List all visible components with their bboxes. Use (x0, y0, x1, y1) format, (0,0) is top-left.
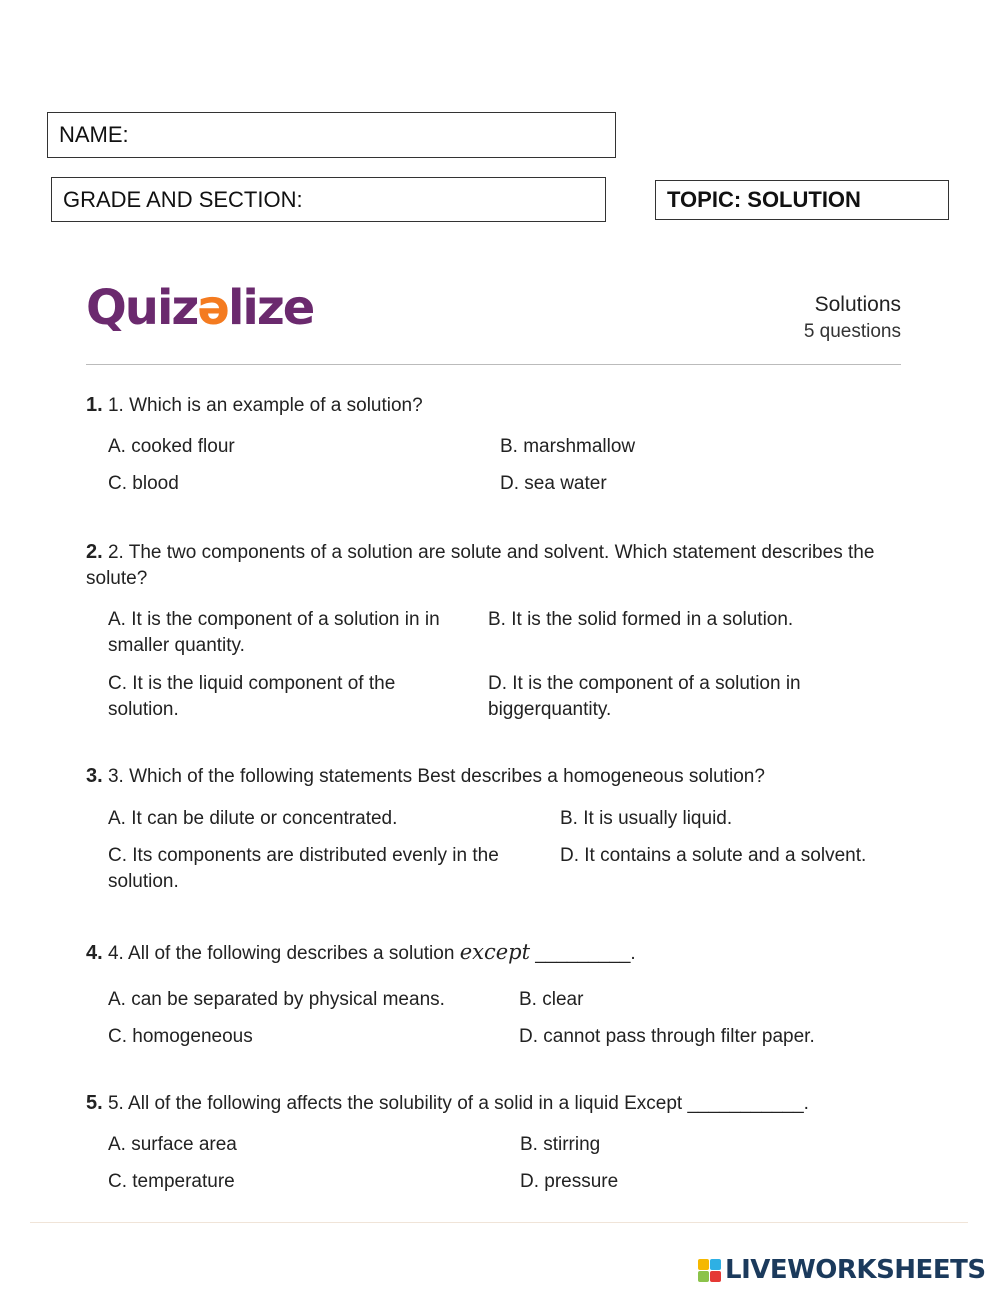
question-1: 1. 1. Which is an example of a solution? (86, 394, 423, 416)
option-2b[interactable]: B. It is the solid formed in a solution. (488, 609, 794, 630)
option-2d[interactable]: D. It is the component of a solution in biggerquantity. (488, 673, 801, 720)
option-2a[interactable]: A. It is the component of a solution in in smaller quantity. (108, 609, 440, 656)
grade-label: GRADE AND SECTION: (63, 186, 303, 212)
liveworksheets-brand: LIVEWORKSHEETS (725, 1255, 986, 1285)
option-5a[interactable]: A. surface area (108, 1134, 237, 1155)
option-5b[interactable]: B. stirring (520, 1134, 601, 1155)
header-divider (86, 364, 901, 365)
question-4: 4. 4. All of the following describes a solution except _________. (86, 940, 636, 964)
option-3c[interactable]: C. Its components are distributed evenly in the solution. (108, 845, 499, 892)
option-4b[interactable]: B. clear (519, 989, 584, 1010)
mark-square (698, 1271, 709, 1282)
option-1d[interactable]: D. sea water (500, 473, 607, 494)
mark-square (710, 1271, 721, 1282)
option-4c[interactable]: C. homogeneous (108, 1026, 253, 1047)
question-text: 2. The two components of a solution are solute and solvent. Which statement describes the solute? (86, 542, 875, 589)
mark-square (698, 1259, 709, 1270)
option-2c[interactable]: C. It is the liquid component of the solution. (108, 673, 396, 720)
question-5: 5. 5. All of the following affects the solubility of a solid in a liquid Except ___________. (86, 1092, 809, 1114)
question-3: 3. 3. Which of the following statements Best describes a homogeneous solution? (86, 765, 765, 787)
mark-square (710, 1259, 721, 1270)
option-1b[interactable]: B. marshmallow (500, 436, 636, 457)
grade-section-field[interactable] (51, 177, 606, 222)
option-1c[interactable]: C. blood (108, 473, 179, 494)
option-3d[interactable]: D. It contains a solute and a solvent. (560, 845, 867, 866)
name-label: NAME: (59, 122, 129, 147)
topic-box (655, 180, 949, 220)
quiz-question-count: 5 questions (803, 321, 901, 342)
footer-divider (30, 1222, 968, 1223)
quizalize-logo: Quizəlize (86, 280, 314, 336)
option-1a[interactable]: A. cooked flour (108, 436, 235, 457)
liveworksheets-logo (698, 1255, 986, 1285)
option-5d[interactable]: D. pressure (520, 1171, 619, 1192)
option-4d[interactable]: D. cannot pass through filter paper. (519, 1026, 815, 1047)
question-text: 1. Which is an example of a solution? (107, 395, 423, 416)
question-text: 4. All of the following describes a solution except _________. (107, 940, 636, 964)
quiz-title: Solutions (814, 293, 901, 316)
question-text: 3. Which of the following statements Best describes a homogeneous solution? (107, 766, 765, 787)
name-field[interactable] (47, 112, 616, 158)
option-3a[interactable]: A. It can be dilute or concentrated. (108, 808, 398, 829)
option-4a[interactable]: A. can be separated by physical means. (108, 989, 445, 1010)
question-text: 5. All of the following affects the solubility of a solid in a liquid Except ___________. (107, 1093, 809, 1114)
liveworksheets-mark-icon (698, 1259, 721, 1282)
option-3b[interactable]: B. It is usually liquid. (560, 808, 733, 829)
topic-label: TOPIC: SOLUTION (667, 187, 861, 212)
option-5c[interactable]: C. temperature (108, 1171, 235, 1192)
question-2: 2. 2. The two components of a solution are solute and solvent. Which statement describes the solute? (86, 541, 875, 589)
